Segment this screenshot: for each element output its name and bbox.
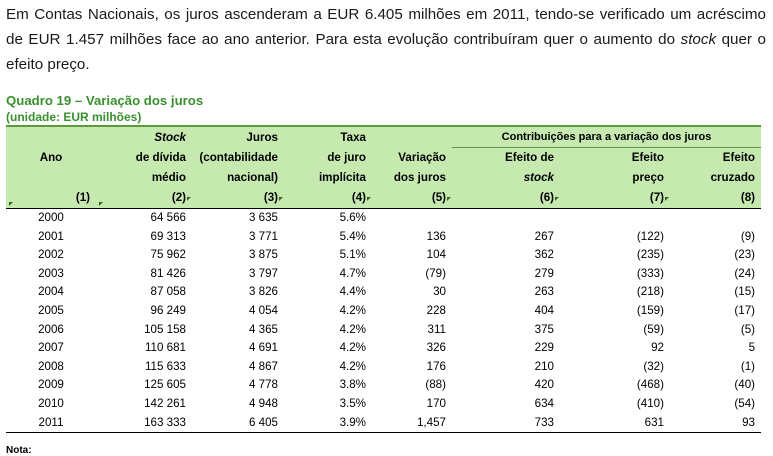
cell-efeito-preco: 92 (651, 341, 664, 355)
cell-stock: 163 333 (96, 414, 192, 433)
col3-head-l0: Juros (192, 126, 284, 148)
table-row (6, 209, 761, 228)
col5-head-l1: Variação (372, 148, 452, 169)
cell-juros: 3 635 (248, 211, 278, 224)
filter-marker-icon (555, 197, 559, 201)
cell-efeito-stock: 420 (534, 378, 554, 392)
cell-efeito-preco: (159) (636, 303, 664, 317)
cell-efeito-cruzado: (5) (740, 322, 756, 336)
table-note-label: Nota: (6, 445, 32, 456)
intro-text-2: quer o efeito preço. (6, 31, 766, 73)
cell-variacao: 228 (426, 303, 446, 317)
cell-variacao: 311 (427, 322, 446, 336)
col5-head-l2: dos juros (372, 168, 452, 188)
table-row (6, 414, 761, 433)
cell-variacao: (79) (425, 266, 446, 280)
cell-stock: 87 058 (150, 285, 186, 299)
cell-juros: 4 365 (248, 322, 278, 336)
cell-taxa: 4.2% (339, 341, 366, 355)
col4-head-l1: de juro (284, 148, 372, 169)
cell-efeito-cruzado: (24) (734, 266, 756, 280)
cell-year: 2007 (38, 341, 64, 355)
col4-head-l2: implícita (284, 168, 372, 188)
cell-efeito-cruzado: (40) (734, 378, 756, 392)
col5-num: (5) (431, 191, 446, 204)
cell-stock: 110 681 (144, 341, 186, 355)
cell-efeito-preco: (59) (643, 322, 664, 336)
cell-taxa: 4.7% (339, 266, 366, 280)
cell-year: 2009 (38, 378, 64, 392)
cell-juros: 4 867 (248, 359, 278, 373)
cell-efeito-cruzado: (54) (734, 396, 756, 410)
cell-variacao: 104 (426, 248, 446, 262)
cell-efeito-cruzado: (17) (734, 303, 756, 317)
cell-efeito-stock: 279 (534, 266, 554, 280)
cell-taxa: 3.5% (339, 396, 366, 410)
cell-juros: 4 054 (248, 303, 278, 317)
col4-head-l0: Taxa (284, 126, 372, 148)
cell-efeito-cruzado: 5 (748, 341, 756, 355)
cell-efeito-cruzado: (1) (740, 359, 756, 373)
cell-taxa: 5.6% (339, 211, 366, 224)
col8-head-l1: Efeito (670, 148, 761, 169)
filter-marker-icon (447, 197, 451, 201)
cell-efeito-cruzado: (9) (740, 229, 756, 243)
cell-efeito-preco: (32) (643, 359, 664, 373)
cell-efeito-stock: 375 (534, 322, 554, 336)
cell-year: 2008 (38, 359, 64, 373)
cell-year: 2001 (38, 229, 64, 243)
col4-num: (4) (351, 191, 366, 204)
cell-efeito-stock (452, 209, 560, 228)
cell-efeito-preco: 631 (560, 414, 670, 433)
cell-juros: 4 948 (248, 396, 278, 410)
cell-year: 2006 (38, 322, 64, 336)
col2-head-l0: Stock (96, 126, 192, 148)
cell-year: 2000 (38, 211, 64, 224)
cell-efeito-preco: (218) (636, 285, 664, 299)
intro-text-1: Em Contas Nacionais, os juros ascenderam a EUR 6.405 milhões em 2011, tendo-se verificado um acréscimo de EUR 1.457 milhões face ao ano anterior. Para esta evolução contribuíram quer o aumento do (6, 6, 766, 48)
col6-head-l2: stock (452, 168, 560, 188)
cell-juros: 3 826 (248, 285, 278, 299)
cell-efeito-stock: 404 (534, 303, 554, 317)
cell-taxa: 4.2% (339, 359, 366, 373)
cell-variacao: (88) (425, 378, 446, 392)
table-row (6, 265, 761, 284)
cell-stock: 96 249 (150, 303, 186, 317)
cell-taxa: 5.1% (339, 248, 366, 262)
cell-efeito-preco: (122) (636, 229, 664, 243)
cell-juros: 3 771 (248, 229, 278, 243)
cell-efeito-stock: 263 (534, 285, 554, 299)
filter-marker-icon (367, 197, 371, 201)
col3-num: (3) (263, 191, 278, 204)
cell-efeito-preco: (410) (636, 396, 664, 410)
cell-variacao: 170 (426, 396, 446, 410)
col1-num: (1) (75, 191, 90, 204)
cell-efeito-cruzado (670, 209, 761, 228)
col8-head-l2: cruzado (670, 168, 761, 188)
cell-stock: 81 426 (150, 266, 186, 280)
cell-year: 2003 (38, 266, 64, 280)
cell-year: 2004 (38, 285, 64, 299)
cell-efeito-cruzado: 93 (670, 414, 761, 433)
col2-head-l1: de dívida (96, 148, 192, 169)
cell-efeito-stock: 229 (534, 341, 554, 355)
cell-year: 2011 (6, 414, 96, 433)
col6-head-l1: Efeito de (452, 148, 560, 169)
cell-juros: 4 691 (248, 341, 278, 355)
cell-efeito-preco: (468) (636, 378, 664, 392)
cell-efeito-preco (560, 209, 670, 228)
cell-efeito-stock: 267 (534, 229, 554, 243)
cell-juros: 4 778 (248, 378, 278, 392)
table-row (6, 321, 761, 340)
table-row (6, 302, 761, 321)
filter-marker-icon (187, 197, 191, 201)
cell-variacao: 1,457 (372, 414, 452, 433)
cell-taxa: 4.2% (339, 303, 366, 317)
group-header: Contribuições para a variação dos juros (452, 126, 761, 148)
intro-text-italic: stock (680, 31, 717, 48)
table-row (6, 283, 761, 302)
table-row (6, 358, 761, 377)
cell-variacao: 136 (426, 229, 446, 243)
cell-taxa: 5.4% (339, 229, 366, 243)
cell-efeito-stock: 210 (534, 359, 554, 373)
cell-stock: 115 633 (144, 359, 186, 373)
intro-paragraph (6, 2, 766, 77)
cell-stock: 64 566 (150, 211, 186, 224)
col7-num: (7) (649, 191, 664, 204)
cell-year: 2005 (38, 303, 64, 317)
cell-efeito-preco: (235) (636, 248, 664, 262)
cell-variacao: 176 (426, 359, 446, 373)
cell-juros: 3 797 (248, 266, 278, 280)
cell-year: 2002 (38, 248, 64, 262)
table-body (6, 209, 761, 433)
cell-stock: 75 962 (150, 248, 186, 262)
cell-efeito-cruzado: (23) (734, 248, 756, 262)
cell-taxa: 4.2% (339, 322, 366, 336)
interest-table (6, 125, 761, 433)
cell-stock: 125 605 (144, 378, 186, 392)
cell-efeito-stock: 362 (534, 248, 554, 262)
cell-efeito-preco: (333) (636, 266, 664, 280)
cell-efeito-stock: 634 (534, 396, 554, 410)
col2-head-l2: médio (96, 168, 192, 188)
cell-efeito-cruzado: (15) (734, 285, 756, 299)
col8-num: (8) (740, 191, 756, 204)
filter-marker-icon (99, 202, 103, 206)
col3-head-l2: nacional) (192, 168, 284, 188)
col3-head-l1: (contabilidade (192, 148, 284, 169)
cell-taxa: 3.8% (339, 378, 366, 392)
col7-head-l1: Efeito (560, 148, 670, 169)
table-row (6, 246, 761, 265)
table-row (6, 376, 761, 395)
cell-taxa: 3.9% (284, 414, 372, 433)
cell-variacao: 30 (433, 285, 446, 299)
cell-juros: 6 405 (192, 414, 284, 433)
col2-num: (2) (171, 191, 186, 204)
filter-marker-icon (279, 197, 283, 201)
col1-head-l1: Ano (6, 148, 96, 169)
table-row (6, 228, 761, 247)
filter-marker-icon (9, 202, 13, 206)
cell-variacao (372, 209, 452, 228)
table-title: Quadro 19 – Variação dos juros (6, 93, 204, 108)
col7-head-l2: preço (560, 168, 670, 188)
cell-efeito-stock: 733 (452, 414, 560, 433)
table-unit: (unidade: EUR milhões) (6, 110, 142, 124)
cell-year: 2010 (38, 396, 64, 410)
col6-num: (6) (539, 191, 554, 204)
table-row (6, 339, 761, 358)
cell-juros: 3 875 (248, 248, 278, 262)
cell-stock: 69 313 (150, 229, 186, 243)
filter-marker-icon (665, 197, 669, 201)
table-row (6, 395, 761, 414)
cell-variacao: 326 (426, 341, 446, 355)
cell-stock: 142 261 (144, 396, 186, 410)
cell-taxa: 4.4% (339, 285, 366, 299)
cell-stock: 105 158 (144, 322, 186, 336)
